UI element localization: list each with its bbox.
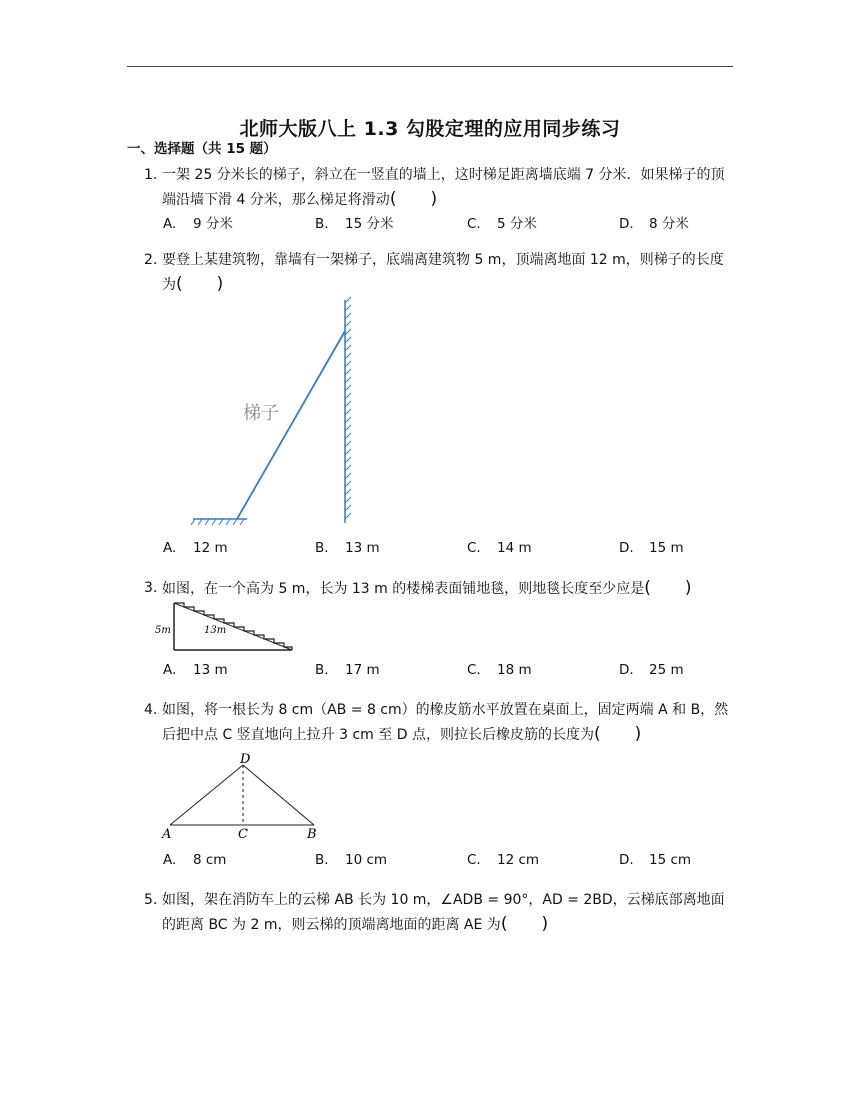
question-number: 1. [144,167,158,183]
options-1 [163,212,763,232]
point-d-label: D [240,752,251,767]
options-2 [163,540,763,560]
option-c[interactable]: C. 12 cm [467,852,540,868]
options-3 [163,662,763,682]
options-4 [163,852,763,872]
answer-paren: ( ) [593,724,642,744]
option-b[interactable]: B. 10 cm [315,852,388,868]
question-5 [144,888,736,937]
option-d[interactable]: D. 25 m [619,662,684,678]
question-text: 如图，将一根长为 8 cm（AB = 8 cm）的橡皮筋水平放置在桌面上，固定两端 A 和 B，然后把中点 C 竖直地向上拉升 3 cm 至 D 点，则拉长后橡皮筋的长度为( ) [162,702,729,744]
question-number: 4. [144,702,158,718]
option-c[interactable]: C. 5 分米 [467,216,537,232]
answer-paren: ( ) [500,914,549,934]
point-a-label: A [162,827,172,842]
answer-paren: ( ) [644,578,692,598]
option-c[interactable]: C. 14 m [467,540,532,556]
option-c[interactable]: C. 18 m [467,662,532,678]
height-label: 5m [155,625,171,636]
rubber-band-figure [158,748,328,843]
option-d[interactable]: D. 8 分米 [619,216,689,232]
question-3 [144,576,736,601]
question-text: 如图，在一个高为 5 m，长为 13 m 的楼梯表面铺地毯，则地毯长度至少应是( ) [162,578,692,598]
answer-paren: ( ) [176,274,224,294]
option-d[interactable]: D. 15 cm [619,852,692,868]
question-text: 要登上某建筑物，靠墙有一架梯子，底端离建筑物 5 m，顶端离地面 12 m，则梯子的长度为( ) [162,252,724,294]
question-4 [144,698,736,747]
answer-paren: ( ) [389,189,438,209]
option-b[interactable]: B. 13 m [315,540,380,556]
question-number: 3. [144,580,158,596]
stairs-figure [152,600,297,655]
question-1 [144,163,736,212]
point-b-label: B [307,827,317,842]
option-a[interactable]: A. 12 m [163,540,228,556]
option-b[interactable]: B. 17 m [315,662,380,678]
question-number: 2. [144,252,158,268]
page-title: 北师大版八上 1.3 勾股定理的应用同步练习 [239,118,621,140]
question-number: 5. [144,892,158,908]
ladder-figure [185,295,375,530]
option-a[interactable]: A. 13 m [163,662,228,678]
option-a[interactable]: A. 9 分米 [163,216,233,232]
question-text: 一架 25 分米长的梯子，斜立在一竖直的墙上，这时梯足距离墙底端 7 分米．如果梯子的顶端沿墙下滑 4 分米，那么梯足将滑动( ) [162,167,725,209]
option-a[interactable]: A. 8 cm [163,852,227,868]
header-rule [127,66,733,67]
ladder-label: 梯子 [243,403,279,424]
slope-label: 13m [204,625,227,636]
option-d[interactable]: D. 15 m [619,540,684,556]
question-text: 如图，架在消防车上的云梯 AB 长为 10 m，∠ADB = 90°，AD = 2BD，云梯底部离地面的距离 BC 为 2 m，则云梯的顶端离地面的距离 AE 为( ) [162,892,725,934]
point-c-label: C [238,827,248,842]
section-heading: 一、选择题（共 15 题） [127,141,277,157]
question-2 [144,248,736,297]
option-b[interactable]: B. 15 分米 [315,216,394,232]
